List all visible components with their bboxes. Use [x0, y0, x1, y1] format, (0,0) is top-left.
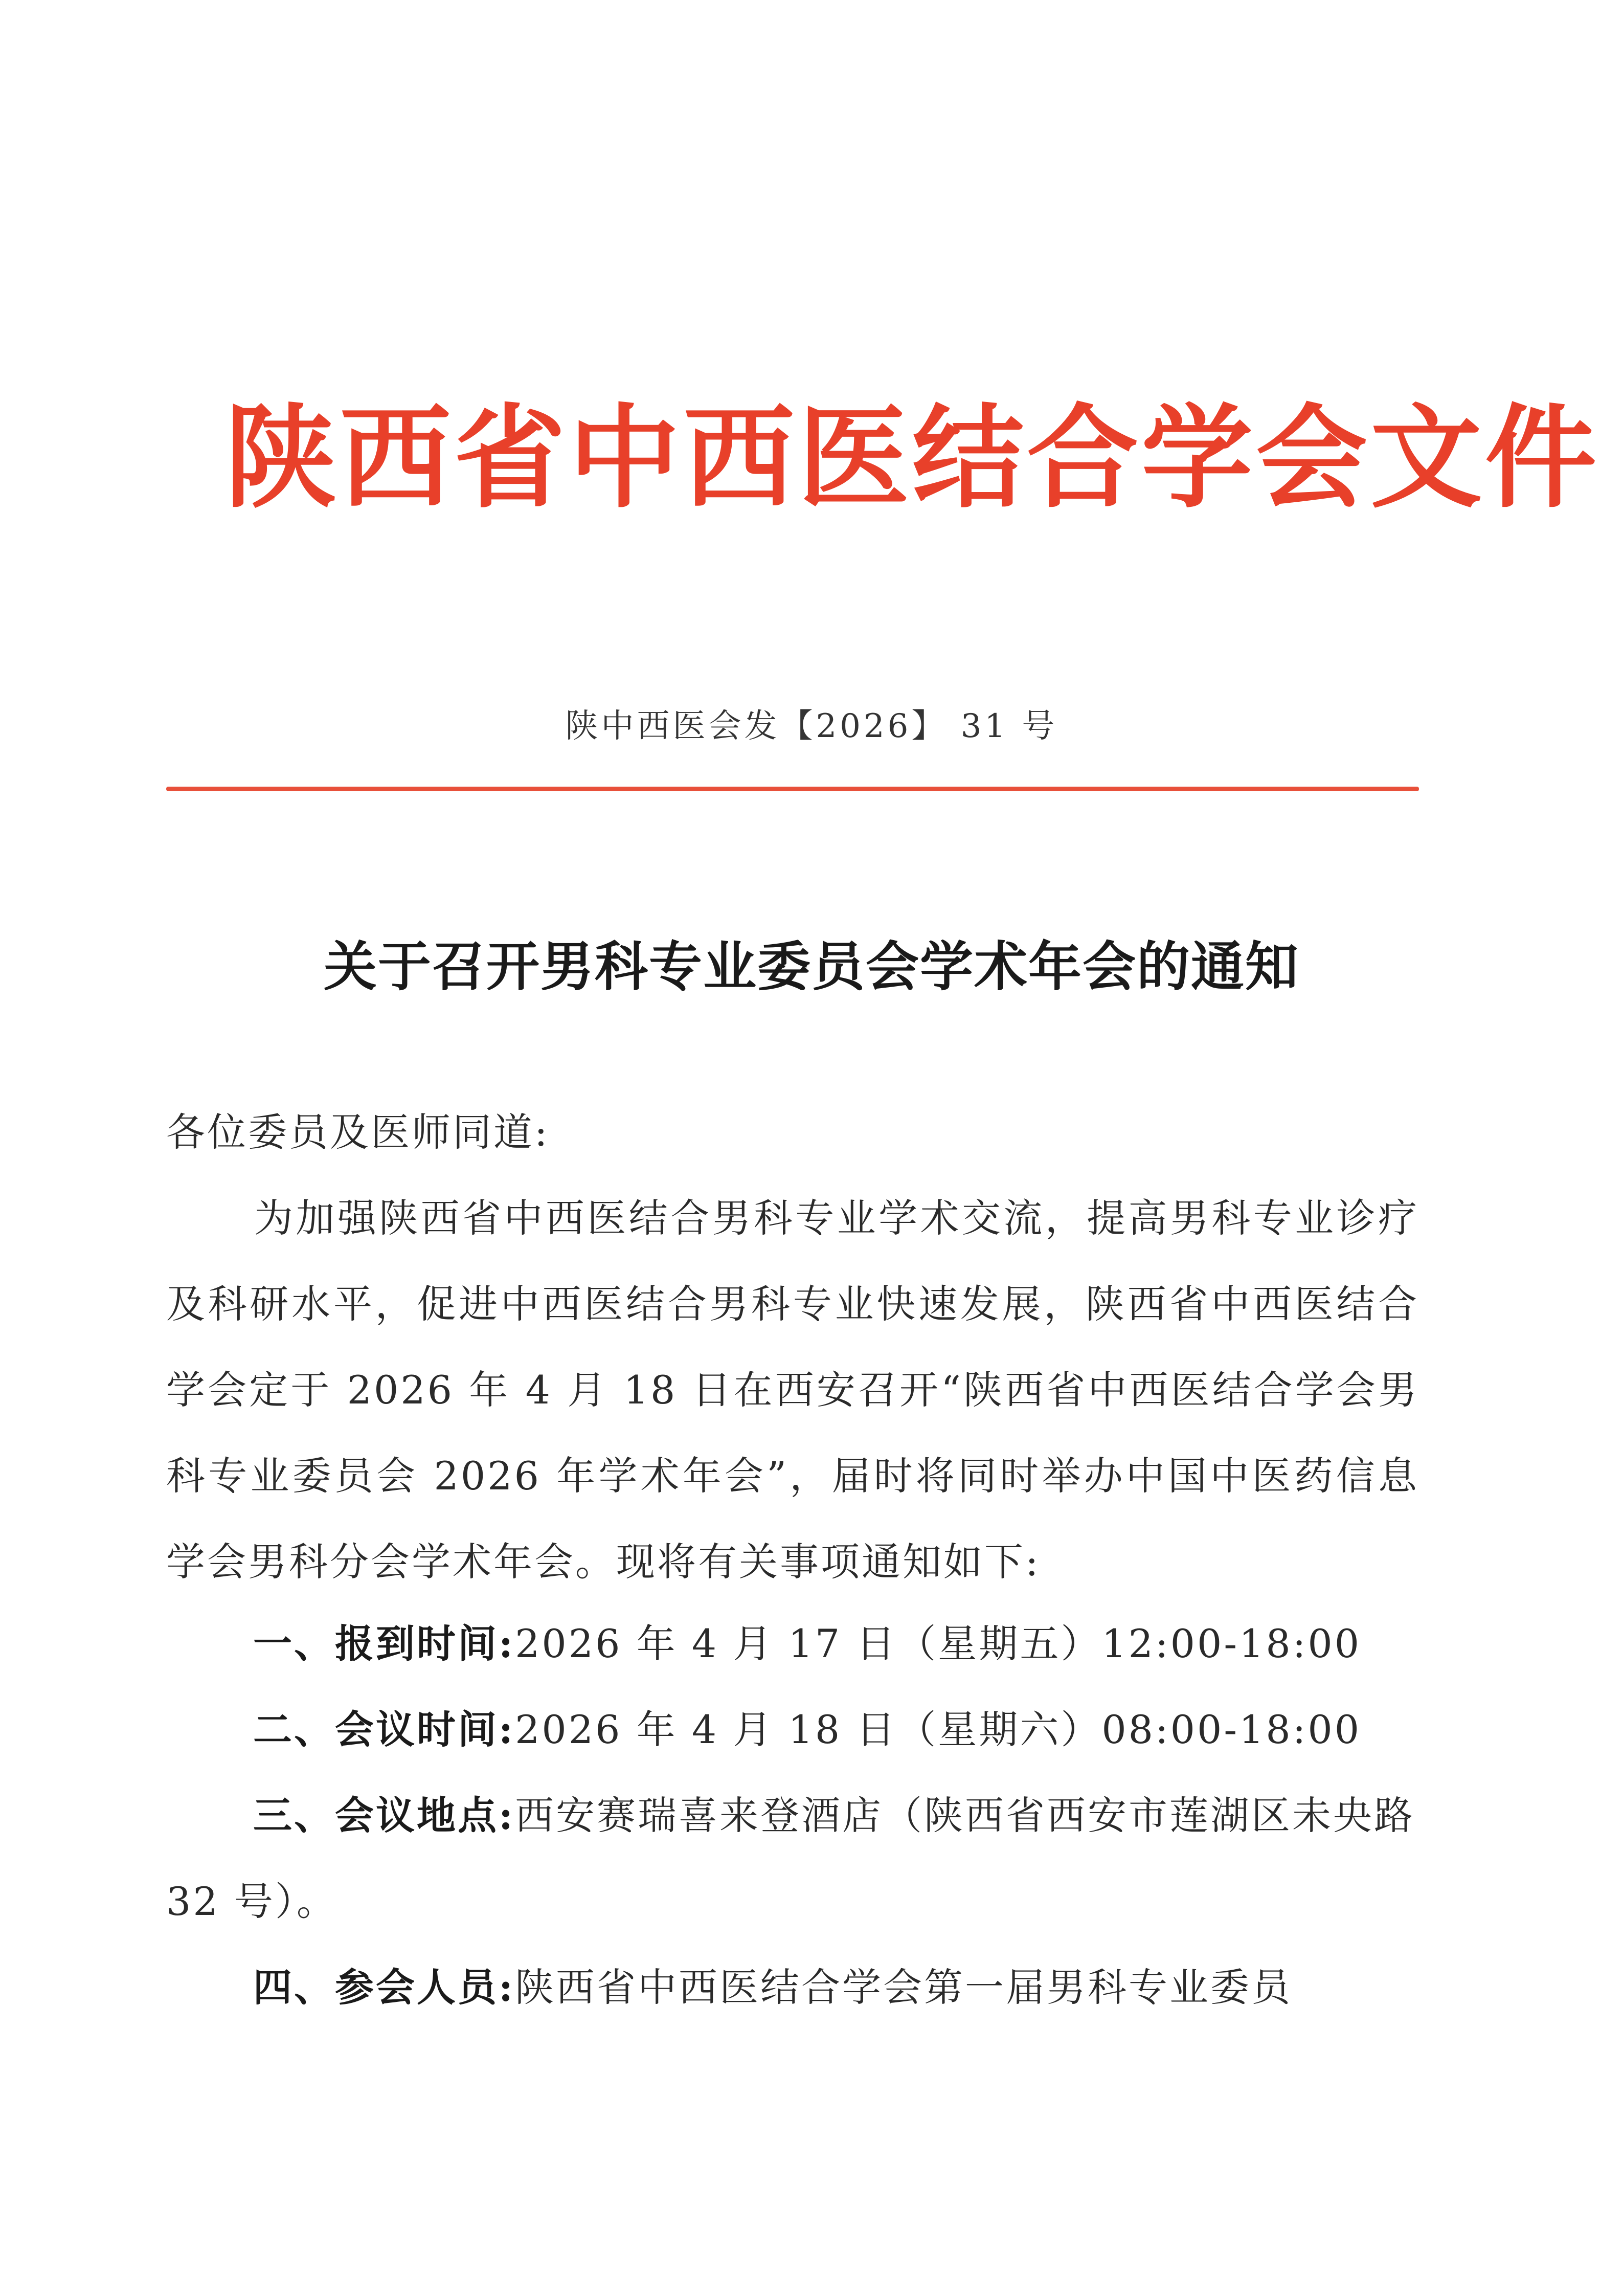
salutation: 各位委员及医师同道: — [166, 1109, 550, 1155]
item-label: 三、会议地点: — [253, 1793, 515, 1838]
org-header-title: 陕西省中西医结合学会文件 — [225, 392, 1599, 523]
item-label: 二、会议时间: — [253, 1707, 515, 1752]
item-value: 2026 年 4 月 18 日（星期六）08:00-18:00 — [515, 1707, 1362, 1752]
item-value: 西安赛瑞喜来登酒店（陕西省西安市莲湖区未央路 32 号）。 — [166, 1793, 1415, 1924]
item-registration-time — [253, 1601, 1419, 1687]
item-value: 陕西省中西医结合学会第一届男科专业委员 — [515, 1965, 1293, 2010]
item-meeting-time — [253, 1687, 1419, 1773]
item-attendees — [253, 1945, 1419, 2031]
notice-title: 关于召开男科专业委员会学术年会的通知 — [323, 935, 1299, 998]
red-divider-line — [166, 787, 1419, 791]
item-label: 一、报到时间: — [253, 1621, 515, 1666]
item-meeting-location — [166, 1773, 1419, 1945]
item-value: 2026 年 4 月 17 日（星期五）12:00-18:00 — [515, 1621, 1362, 1666]
document-number: 陕中西医会发【2026】 31 号 — [565, 707, 1058, 745]
item-label: 四、参会人员: — [253, 1965, 515, 2010]
intro-paragraph: 为加强陕西省中西医结合男科专业学术交流，提高男科专业诊疗及科研水平，促进中西医结合男科专业快速发展，陕西省中西医结合学会定于 2026 年 4 月 18 日在西安召开“陕西省中西医结合学会男科专业委员会 2026 年学术年会”，届时将同时举办中国中医药信息学会男科分会学术年会。现将有关事项通知如下: — [166, 1195, 1419, 1585]
